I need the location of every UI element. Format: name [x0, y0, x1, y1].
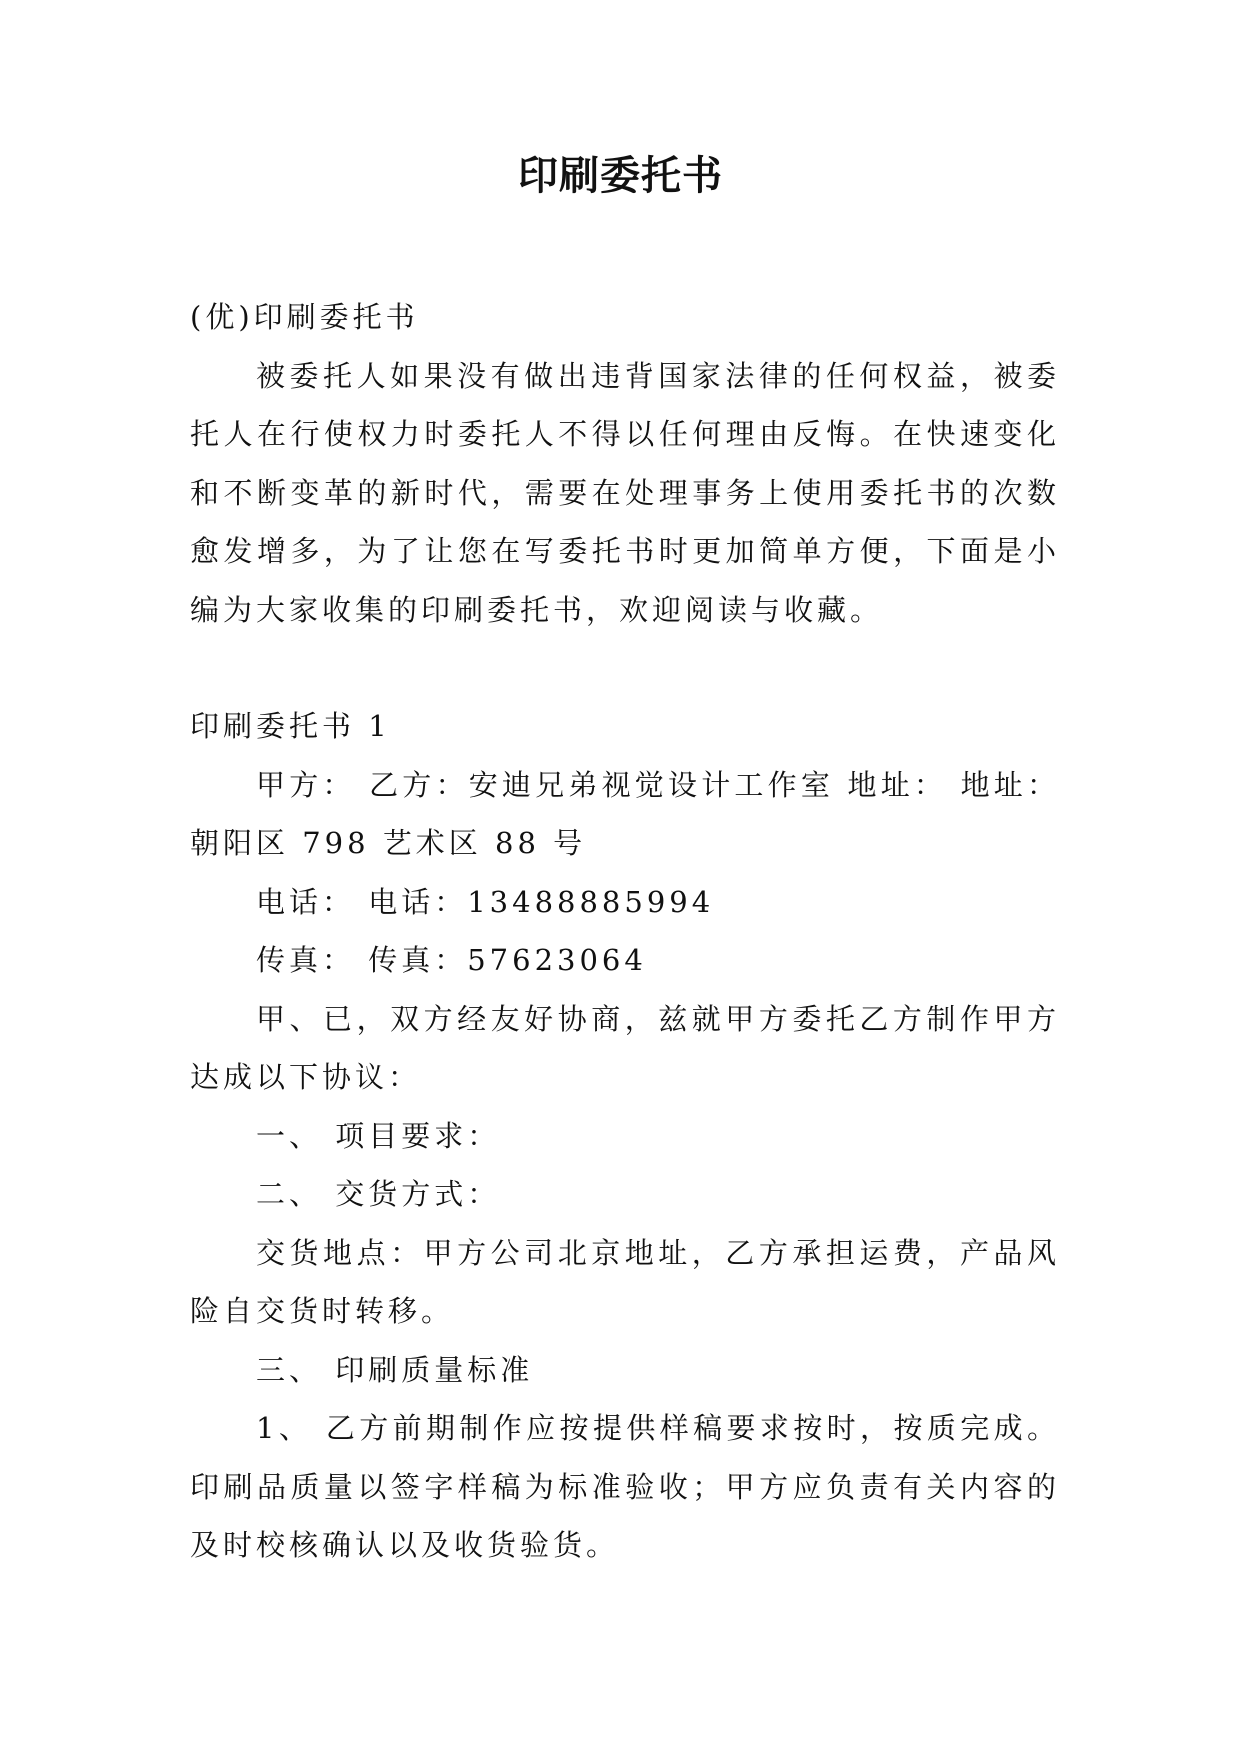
quality-clause-1: 1、 乙方前期制作应按提供样稿要求按时，按质完成。印刷品质量以签字样稿为标准验收；甲方应负责有关内容的及时校核确认以及收货验货。 [190, 1411, 1060, 1562]
subtitle-paragraph: (优)印刷委托书 [190, 300, 419, 334]
item-project-requirements: 一、 项目要求： [256, 1118, 501, 1153]
intro-paragraph: 被委托人如果没有做出违背国家法律的任何权益，被委托人在行使权力时委托人不得以任何理由反悔。在快速变化和不断变革的新时代，需要在处理事务上使用委托书的次数愈发增多，为了让您在写委托书时更加简单方便，下面是小编为大家收集的印刷委托书，欢迎阅读与收藏。 [190, 358, 1060, 627]
section-heading: 印刷委托书 1 [190, 709, 391, 743]
parties-paragraph: 甲方： 乙方：安迪兄弟视觉设计工作室 地址： 地址：朝阳区 798 艺术区 88 号 [190, 767, 1060, 860]
delivery-paragraph: 交货地点：甲方公司北京地址，乙方承担运费，产品风险自交货时转移。 [190, 1235, 1060, 1328]
document-title: 印刷委托书 [518, 153, 723, 199]
paragraph-spacer [190, 639, 1060, 697]
agreement-paragraph: 甲、已，双方经友好协商，兹就甲方委托乙方制作甲方达成以下协议： [190, 1001, 1060, 1094]
item-delivery-method: 二、 交货方式： [256, 1177, 501, 1211]
item-print-quality: 三、 印刷质量标准 [256, 1352, 534, 1387]
phone-line: 电话： 电话：13488885994 [256, 884, 715, 919]
document-body [190, 288, 1060, 1575]
fax-line: 传真： 传真：57623064 [256, 943, 647, 977]
